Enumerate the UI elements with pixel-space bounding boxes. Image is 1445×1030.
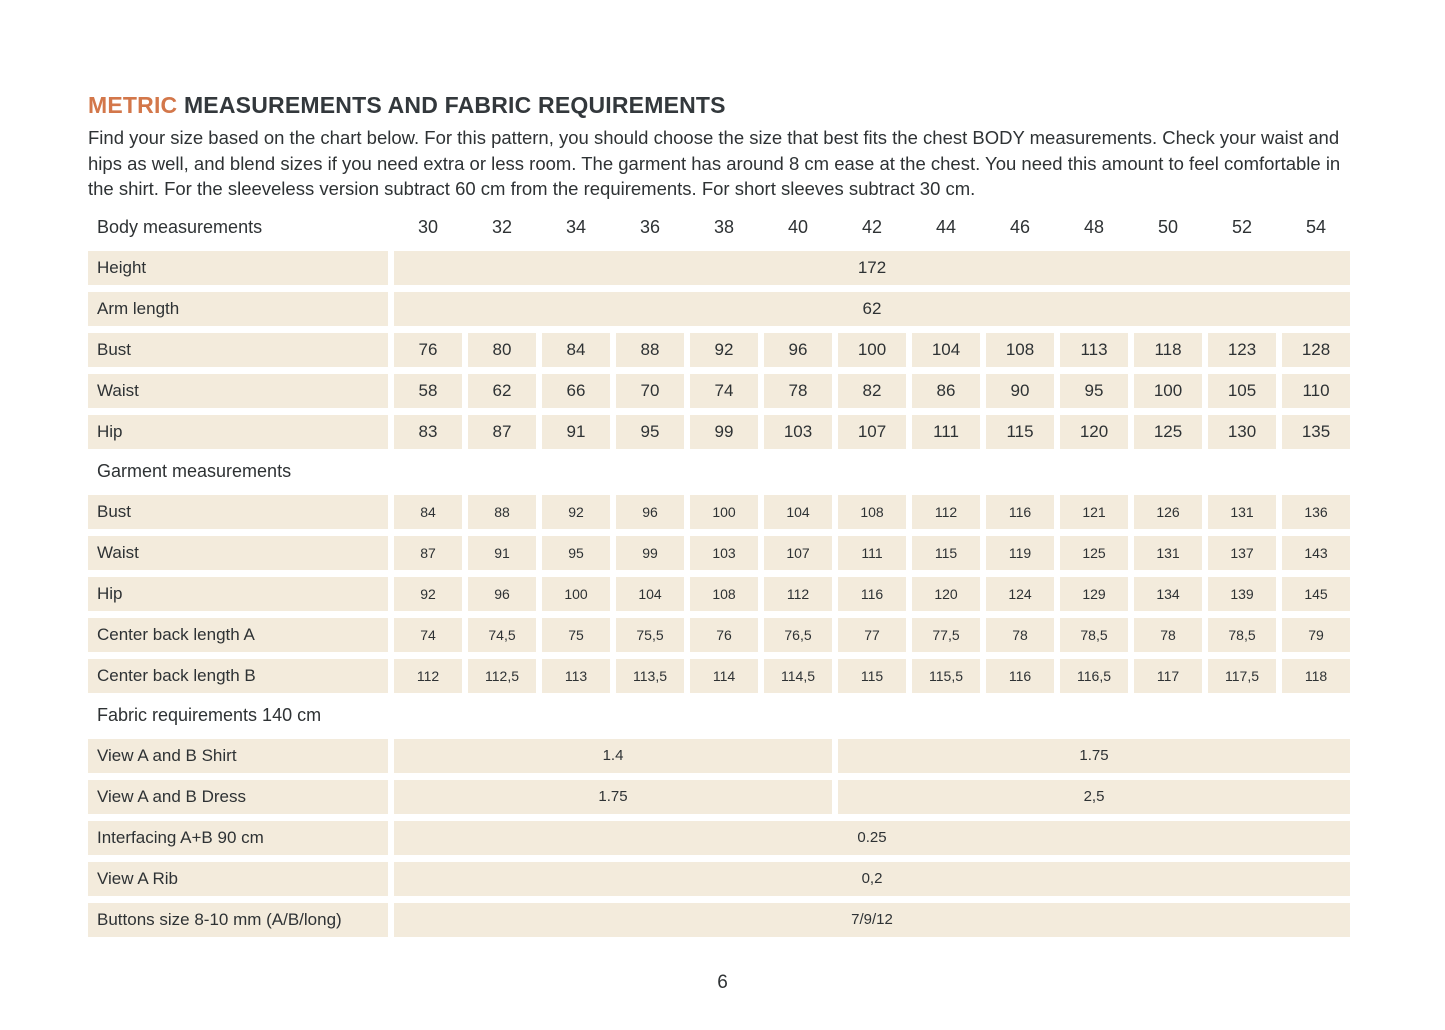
value-cell: 130	[1208, 415, 1276, 449]
value-cell: 103	[764, 415, 832, 449]
value-cell: 117	[1134, 659, 1202, 693]
value-cell: 66	[542, 374, 610, 408]
page-title	[88, 92, 1350, 119]
value-cell: 92	[542, 495, 610, 529]
table-row	[88, 415, 1350, 449]
value-cell: 83	[394, 415, 462, 449]
value-cell: 74,5	[468, 618, 536, 652]
value-cell: 90	[986, 374, 1054, 408]
page-title-highlight: METRIC	[88, 92, 178, 118]
size-column-header: 50	[1157, 217, 1179, 237]
value-cell: 120	[912, 577, 980, 611]
section-header-label: Fabric requirements 140 cm	[97, 705, 322, 725]
value-cell: 77	[838, 618, 906, 652]
value-cell: 123	[1208, 333, 1276, 367]
value-cell: 115	[912, 536, 980, 570]
table-row	[88, 577, 1350, 611]
value-cell: 79	[1282, 618, 1350, 652]
table-row	[88, 374, 1350, 408]
value-cell: 108	[690, 577, 758, 611]
value-cell: 2,5	[838, 780, 1350, 814]
value-cell: 128	[1282, 333, 1350, 367]
value-cell: 114,5	[764, 659, 832, 693]
value-cell: 114	[690, 659, 758, 693]
value-cell: 7/9/12	[394, 903, 1350, 937]
value-cell: 103	[690, 536, 758, 570]
value-cell: 125	[1060, 536, 1128, 570]
value-cell: 88	[468, 495, 536, 529]
table-section-row	[88, 700, 1350, 732]
value-cell: 111	[912, 415, 980, 449]
value-cell: 76,5	[764, 618, 832, 652]
value-cell: 108	[986, 333, 1054, 367]
page-content	[88, 92, 1350, 944]
row-label: View A Rib	[88, 862, 388, 896]
table-row	[88, 333, 1350, 367]
size-column-header: 44	[935, 217, 957, 237]
row-label: Hip	[88, 415, 388, 449]
measurements-table	[88, 212, 1350, 937]
value-cell: 92	[394, 577, 462, 611]
value-cell: 95	[542, 536, 610, 570]
value-cell: 131	[1134, 536, 1202, 570]
size-column-header: 30	[417, 217, 439, 237]
size-column-header: 48	[1083, 217, 1105, 237]
row-label: Hip	[88, 577, 388, 611]
value-cell: 120	[1060, 415, 1128, 449]
value-cell: 100	[838, 333, 906, 367]
value-cell: 76	[394, 333, 462, 367]
table-row	[88, 618, 1350, 652]
value-cell: 84	[394, 495, 462, 529]
value-cell: 126	[1134, 495, 1202, 529]
value-cell: 118	[1134, 333, 1202, 367]
value-cell: 112,5	[468, 659, 536, 693]
value-cell: 135	[1282, 415, 1350, 449]
row-label: Waist	[88, 536, 388, 570]
value-cell: 136	[1282, 495, 1350, 529]
value-cell: 84	[542, 333, 610, 367]
value-cell: 118	[1282, 659, 1350, 693]
value-cell: 172	[394, 251, 1350, 285]
table-header-row	[88, 212, 1350, 244]
value-cell: 87	[394, 536, 462, 570]
value-cell: 0.25	[394, 821, 1350, 855]
section-header-label: Garment measurements	[97, 461, 292, 481]
page-title-rest: MEASUREMENTS AND FABRIC REQUIREMENTS	[177, 92, 726, 118]
value-cell: 115	[838, 659, 906, 693]
value-cell: 78	[1134, 618, 1202, 652]
size-column-header: 36	[639, 217, 661, 237]
value-cell: 139	[1208, 577, 1276, 611]
size-column-header: 40	[787, 217, 809, 237]
value-cell: 129	[1060, 577, 1128, 611]
value-cell: 86	[912, 374, 980, 408]
value-cell: 70	[616, 374, 684, 408]
value-cell: 95	[616, 415, 684, 449]
value-cell: 110	[1282, 374, 1350, 408]
intro-paragraph: Find your size based on the chart below. For this pattern, you should choose the size that best fits the chest BODY measurements. Check your waist and hips as well, and blend sizes if you need extra or less room. The garment has around 8 cm ease at the chest. You need this amount to feel comfortable in the shirt. For the sleeveless version subtract 60 cm from the requirements. For short sleeves subtract 30 cm.	[88, 127, 1341, 199]
value-cell: 115,5	[912, 659, 980, 693]
value-cell: 91	[468, 536, 536, 570]
value-cell: 113	[542, 659, 610, 693]
value-cell: 116	[986, 659, 1054, 693]
row-label: Buttons size 8-10 mm (A/B/long)	[88, 903, 388, 937]
value-cell: 104	[616, 577, 684, 611]
value-cell: 143	[1282, 536, 1350, 570]
value-cell: 108	[838, 495, 906, 529]
value-cell: 107	[838, 415, 906, 449]
value-cell: 87	[468, 415, 536, 449]
row-label: Height	[88, 251, 388, 285]
value-cell: 104	[764, 495, 832, 529]
row-label: Bust	[88, 495, 388, 529]
value-cell: 1.4	[394, 739, 832, 773]
table-row	[88, 862, 1350, 896]
value-cell: 111	[838, 536, 906, 570]
value-cell: 74	[394, 618, 462, 652]
value-cell: 131	[1208, 495, 1276, 529]
value-cell: 116	[986, 495, 1054, 529]
value-cell: 1.75	[394, 780, 832, 814]
value-cell: 112	[394, 659, 462, 693]
value-cell: 82	[838, 374, 906, 408]
value-cell: 134	[1134, 577, 1202, 611]
value-cell: 91	[542, 415, 610, 449]
value-cell: 96	[764, 333, 832, 367]
value-cell: 96	[468, 577, 536, 611]
table-section-row	[88, 456, 1350, 488]
size-column-header: 32	[491, 217, 513, 237]
value-cell: 99	[690, 415, 758, 449]
value-cell: 99	[616, 536, 684, 570]
table-row	[88, 495, 1350, 529]
value-cell: 1.75	[838, 739, 1350, 773]
row-label: Waist	[88, 374, 388, 408]
value-cell: 96	[616, 495, 684, 529]
value-cell: 75,5	[616, 618, 684, 652]
value-cell: 121	[1060, 495, 1128, 529]
value-cell: 78,5	[1060, 618, 1128, 652]
value-cell: 62	[394, 292, 1350, 326]
table-row	[88, 659, 1350, 693]
table-row	[88, 251, 1350, 285]
value-cell: 112	[912, 495, 980, 529]
value-cell: 125	[1134, 415, 1202, 449]
value-cell: 78,5	[1208, 618, 1276, 652]
value-cell: 105	[1208, 374, 1276, 408]
value-cell: 80	[468, 333, 536, 367]
row-label: View A and B Dress	[88, 780, 388, 814]
row-label: Bust	[88, 333, 388, 367]
value-cell: 95	[1060, 374, 1128, 408]
value-cell: 145	[1282, 577, 1350, 611]
value-cell: 78	[764, 374, 832, 408]
value-cell: 62	[468, 374, 536, 408]
size-column-header: 34	[565, 217, 587, 237]
value-cell: 77,5	[912, 618, 980, 652]
table-row	[88, 292, 1350, 326]
row-label: View A and B Shirt	[88, 739, 388, 773]
value-cell: 119	[986, 536, 1054, 570]
row-label: Center back length B	[88, 659, 388, 693]
value-cell: 107	[764, 536, 832, 570]
value-cell: 75	[542, 618, 610, 652]
value-cell: 76	[690, 618, 758, 652]
row-label: Arm length	[88, 292, 388, 326]
value-cell: 100	[690, 495, 758, 529]
table-row	[88, 903, 1350, 937]
value-cell: 78	[986, 618, 1054, 652]
size-column-header: 38	[713, 217, 735, 237]
value-cell: 116	[838, 577, 906, 611]
value-cell: 100	[1134, 374, 1202, 408]
table-row	[88, 780, 1350, 814]
value-cell: 113	[1060, 333, 1128, 367]
value-cell: 100	[542, 577, 610, 611]
row-label: Interfacing A+B 90 cm	[88, 821, 388, 855]
column-header-label: Body measurements	[97, 217, 263, 237]
size-column-header: 52	[1231, 217, 1253, 237]
value-cell: 117,5	[1208, 659, 1276, 693]
value-cell: 113,5	[616, 659, 684, 693]
value-cell: 74	[690, 374, 758, 408]
table-row	[88, 821, 1350, 855]
value-cell: 0,2	[394, 862, 1350, 896]
row-label: Center back length A	[88, 618, 388, 652]
size-column-header: 46	[1009, 217, 1031, 237]
value-cell: 112	[764, 577, 832, 611]
value-cell: 124	[986, 577, 1054, 611]
value-cell: 92	[690, 333, 758, 367]
value-cell: 115	[986, 415, 1054, 449]
value-cell: 137	[1208, 536, 1276, 570]
value-cell: 104	[912, 333, 980, 367]
size-column-header: 42	[861, 217, 883, 237]
table-row	[88, 536, 1350, 570]
value-cell: 88	[616, 333, 684, 367]
table-row	[88, 739, 1350, 773]
value-cell: 116,5	[1060, 659, 1128, 693]
size-column-header: 54	[1305, 217, 1327, 237]
page-number: 6	[717, 972, 728, 993]
value-cell: 58	[394, 374, 462, 408]
